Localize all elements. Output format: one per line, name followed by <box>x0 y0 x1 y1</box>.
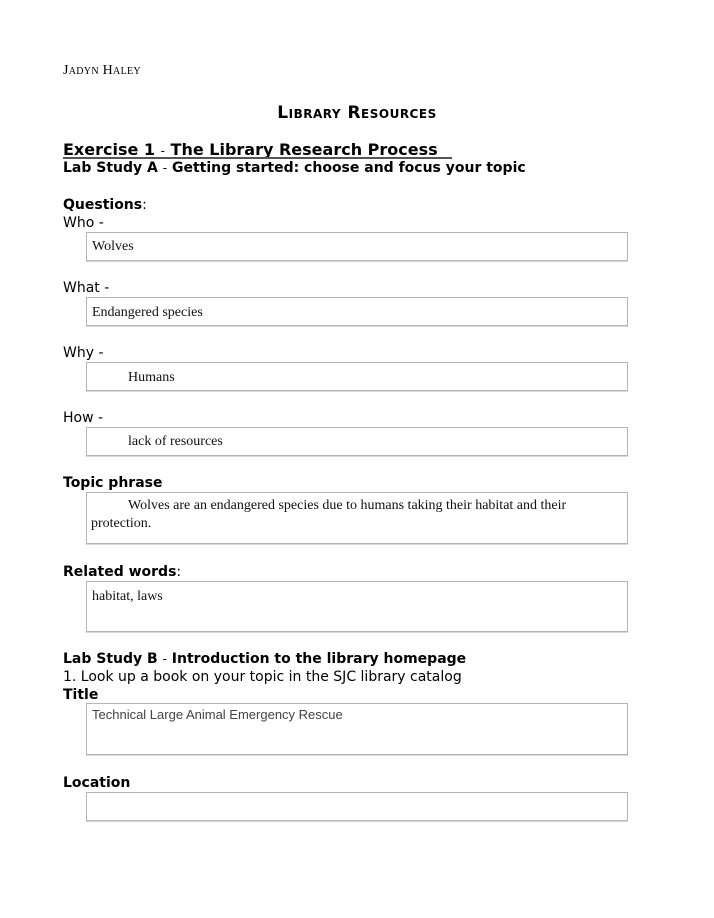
questions-colon: : <box>142 197 147 213</box>
book-title-value: Technical Large Animal Emergency Rescue <box>92 707 343 722</box>
questions-heading <box>63 197 147 213</box>
related-words-heading <box>63 564 181 580</box>
why-field[interactable] <box>86 362 628 391</box>
book-title-label: Title <box>63 687 99 703</box>
lab-a-separator: - <box>162 161 168 175</box>
author-name: Jadyn Haley <box>63 63 141 78</box>
lab-b-separator: - <box>162 652 167 666</box>
catalog-instruction: 1. Look up a book on your topic in the SJC library catalog <box>63 669 462 685</box>
location-label: Location <box>63 775 131 791</box>
how-field[interactable] <box>86 427 628 456</box>
how-label: How - <box>63 410 104 426</box>
who-label: Who - <box>63 215 104 231</box>
book-title-field[interactable] <box>86 703 628 755</box>
related-words-field[interactable] <box>86 581 628 632</box>
exercise-subtitle: The Library Research Process <box>170 140 438 159</box>
what-label: What - <box>63 280 110 296</box>
how-value: lack of resources <box>128 434 223 449</box>
related-words-label: Related words <box>63 564 177 580</box>
topic-phrase-label: Topic phrase <box>63 475 163 491</box>
questions-label: Questions <box>63 197 143 213</box>
lab-b-subtitle: Introduction to the library homepage <box>171 651 467 667</box>
what-value: Endangered species <box>92 305 203 320</box>
exercise-underline <box>63 157 452 159</box>
related-words-value: habitat, laws <box>92 589 163 604</box>
why-value: Humans <box>128 370 175 385</box>
who-field[interactable] <box>86 232 628 261</box>
location-field[interactable] <box>86 792 628 821</box>
document-title: Library Resources <box>277 103 437 123</box>
lab-a-subtitle: Getting started: choose and focus your topic <box>171 160 526 176</box>
topic-phrase-value: Wolves are an endangered species due to humans taking their habitat and their protection. <box>91 498 567 531</box>
lab-a-name: Lab Study A <box>63 160 158 176</box>
who-value: Wolves <box>92 239 134 254</box>
lab-study-b-heading <box>63 651 466 667</box>
exercise-separator: - <box>160 144 165 158</box>
topic-phrase-field[interactable] <box>86 492 628 544</box>
what-field[interactable] <box>86 297 628 326</box>
lab-study-a-heading <box>63 160 526 176</box>
exercise-name: Exercise 1 <box>63 140 156 159</box>
related-words-colon: : <box>176 564 182 580</box>
why-label: Why - <box>63 345 104 361</box>
lab-b-name: Lab Study B <box>63 651 158 667</box>
